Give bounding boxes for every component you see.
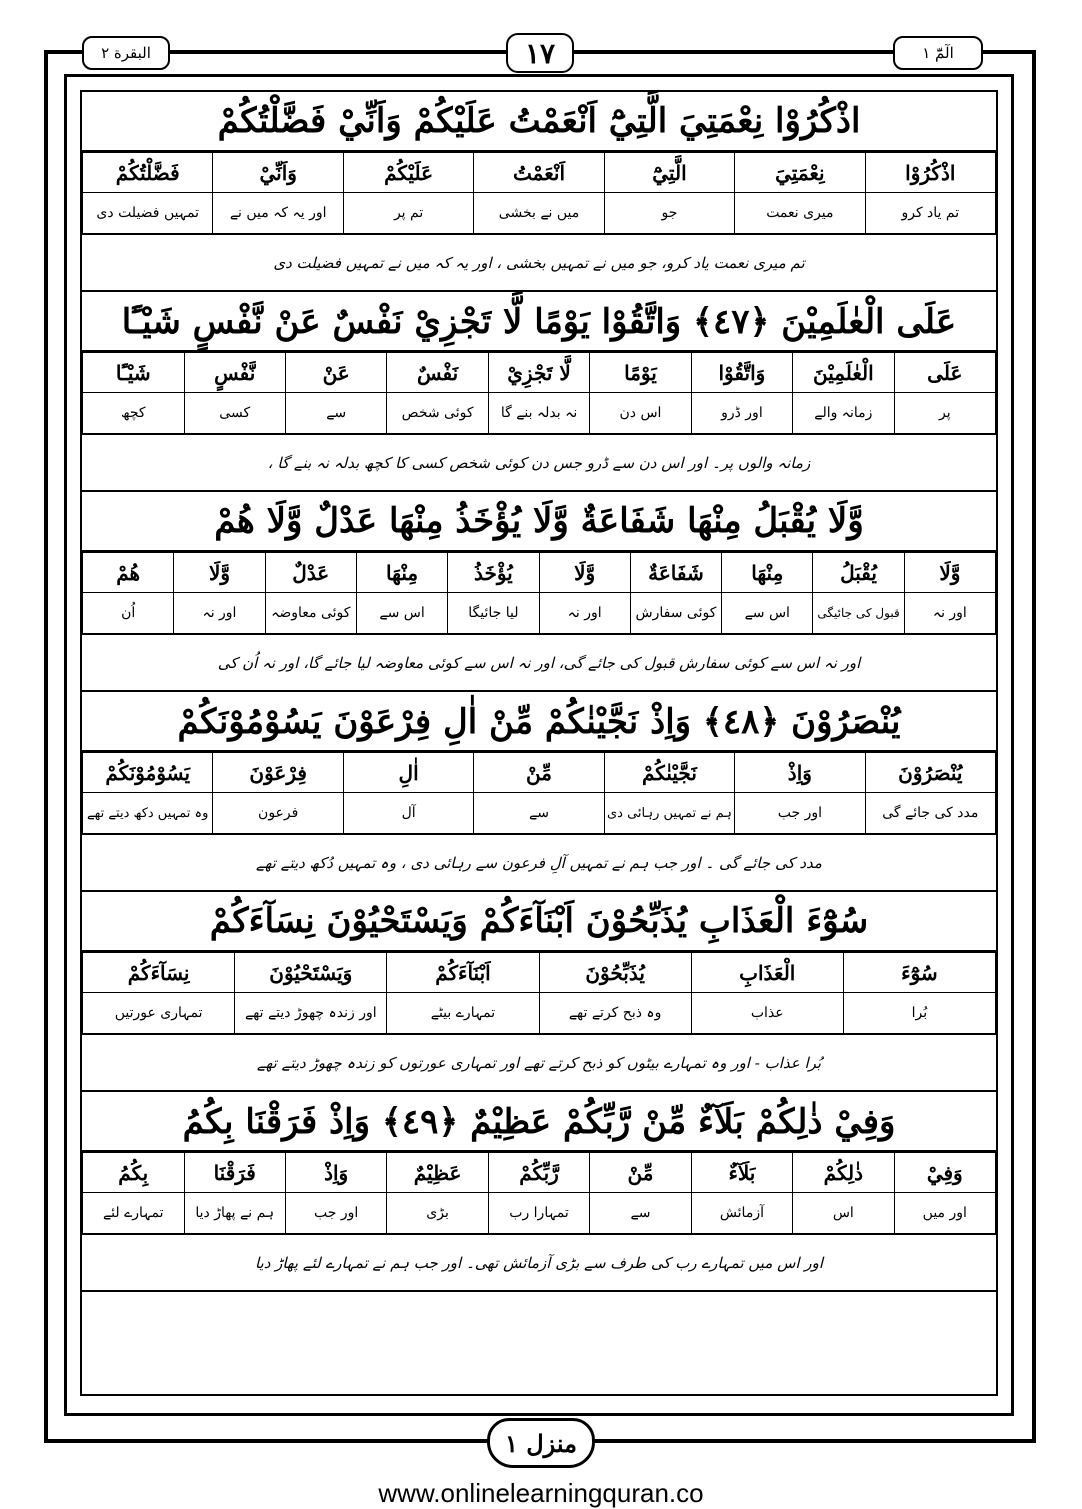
- word-by-word-table: [82, 152, 996, 234]
- para-name-label: الٓمّٓ ١: [893, 36, 983, 70]
- urdu-meaning-cell: اور نہ: [539, 593, 630, 634]
- arabic-word-cell: فَضَّلْتُكُمْ: [83, 153, 213, 193]
- manzil-label: منزل ١: [487, 1418, 595, 1468]
- urdu-meaning-cell: کوئی سفارش: [630, 593, 721, 634]
- urdu-meaning-cell: کوئی معاوضہ: [265, 593, 356, 634]
- website-url[interactable]: www.onlinelearningquran.co: [378, 1478, 704, 1508]
- arabic-word-cell: سُوْٓءَ: [843, 953, 995, 993]
- arabic-word-cell: اٰلِ: [343, 753, 473, 793]
- urdu-meaning-cell: تمہارے لئے: [83, 1193, 185, 1234]
- arabic-word-cell: شَفَاعَةٌ: [630, 553, 721, 593]
- arabic-verse-line: اذْكُرُوْا نِعْمَتِيَ الَّتِيْٓ اَنْعَمْتُ عَلَيْكُمْ وَاَنِّيْ فَضَّلْتُكُمْ: [82, 92, 996, 152]
- urdu-meaning-cell: تمہارے بیٹے: [387, 993, 539, 1034]
- urdu-meaning-cell: سے: [474, 793, 604, 834]
- arabic-word-cell: نَّفْسٍ: [184, 353, 285, 393]
- urdu-meaning-cell: وہ ذبح کرتے تھے: [539, 993, 691, 1034]
- arabic-word-cell: يَسُوْمُوْنَكُمْ: [83, 753, 213, 793]
- arabic-word-cell: وَاتَّقُوْا: [691, 353, 792, 393]
- urdu-meaning-cell: اس: [793, 1193, 894, 1234]
- urdu-meaning-cell: اور نہ: [174, 593, 265, 634]
- arabic-word-cell: هُمْ: [83, 553, 174, 593]
- page-content: [82, 92, 996, 1394]
- arabic-word-cell: وَّلَا: [539, 553, 630, 593]
- arabic-word-cell: وَّلَا: [174, 553, 265, 593]
- urdu-meaning-cell: پر: [894, 393, 995, 434]
- word-by-word-table: [82, 752, 996, 834]
- arabic-word-cell: مِّنْ: [474, 753, 604, 793]
- urdu-meaning-cell: تمہیں فضیلت دی: [83, 193, 213, 234]
- urdu-meaning-cell: ہم نے تمہیں رہائی دی: [604, 793, 734, 834]
- verse-block: [82, 692, 996, 892]
- arabic-word-cell: رَّبِّكُمْ: [488, 1153, 589, 1193]
- arabic-verse-line: وَّلَا يُقْبَلُ مِنْهَا شَفَاعَةٌ وَّلَا يُؤْخَذُ مِنْهَا عَدْلٌ وَّلَا هُمْ: [82, 492, 996, 552]
- arabic-word-cell: بَلَآءٌ: [691, 1153, 792, 1193]
- urdu-meaning-cell: تم یاد کرو: [865, 193, 995, 234]
- arabic-word-cell: مِنْهَا: [356, 553, 447, 593]
- arabic-word-cell: يُذَبِّحُوْنَ: [539, 953, 691, 993]
- urdu-meaning-cell: کسی: [184, 393, 285, 434]
- urdu-meaning-cell: تمہارا رب: [488, 1193, 589, 1234]
- word-by-word-table: [82, 952, 996, 1034]
- arabic-word-cell: عَلَى: [894, 353, 995, 393]
- page-number: ١٧: [506, 33, 574, 73]
- urdu-meaning-cell: ہم نے پھاڑ دیا: [184, 1193, 285, 1234]
- urdu-meaning-cell: اور ڈرو: [691, 393, 792, 434]
- arabic-word-cell: الْعٰلَمِيْنَ: [793, 353, 894, 393]
- verse-block: [82, 292, 996, 492]
- word-by-word-table: [82, 352, 996, 434]
- arabic-word-cell: نِسَآءَكُمْ: [83, 953, 235, 993]
- arabic-word-cell: فِرْعَوْنَ: [213, 753, 343, 793]
- urdu-meaning-cell: لیا جائیگا: [448, 593, 539, 634]
- arabic-word-cell: وَاِذْ: [735, 753, 865, 793]
- urdu-meaning-cell: وہ تمہیں دکھ دیتے تھے: [83, 793, 213, 834]
- arabic-word-cell: نَجَّيْنٰكُمْ: [604, 753, 734, 793]
- arabic-word-cell: وَّلَا: [904, 553, 995, 593]
- arabic-verse-line: وَفِيْ ذٰلِكُمْ بَلَآءٌ مِّنْ رَّبِّكُمْ عَظِيْمٌ ﴿٤٩﴾ وَاِذْ فَرَقْنَا بِكُمُ: [82, 1092, 996, 1152]
- arabic-word-cell: فَرَقْنَا: [184, 1153, 285, 1193]
- urdu-translation-line: تم میری نعمت یاد کرو، جو میں نے تمہیں بخشی ، اور یہ کہ میں نے تمہیں فضیلت دی: [82, 234, 996, 292]
- urdu-meaning-cell: عذاب: [691, 993, 843, 1034]
- arabic-word-cell: مِنْهَا: [722, 553, 813, 593]
- arabic-word-cell: عَدْلٌ: [265, 553, 356, 593]
- urdu-meaning-cell: تم پر: [343, 193, 473, 234]
- arabic-word-cell: نِعْمَتِيَ: [735, 153, 865, 193]
- urdu-meaning-cell: اور میں: [894, 1193, 995, 1234]
- urdu-meaning-cell: مدد کی جائے گی: [865, 793, 995, 834]
- arabic-verse-line: عَلَى الْعٰلَمِيْنَ ﴿٤٧﴾ وَاتَّقُوْا يَوْمًا لَّا تَجْزِيْ نَفْسٌ عَنْ نَّفْسٍ شَيْـًٔا: [82, 292, 996, 352]
- arabic-word-cell: نَفْسٌ: [387, 353, 488, 393]
- arabic-verse-line: سُوْٓءَ الْعَذَابِ يُذَبِّحُوْنَ اَبْنَآءَكُمْ وَيَسْتَحْيُوْنَ نِسَآءَكُمْ: [82, 892, 996, 952]
- surah-name-label: البقرة ٢: [82, 36, 170, 70]
- verse-block: [82, 92, 996, 292]
- urdu-translation-line: مدد کی جائے گی ۔ اور جب ہم نے تمہیں آلِ فرعون سے رہائی دی ، وہ تمہیں دُکھ دیتے تھے: [82, 834, 996, 892]
- urdu-meaning-cell: اور جب: [735, 793, 865, 834]
- arabic-word-cell: يُنْصَرُوْنَ: [865, 753, 995, 793]
- word-by-word-table: [82, 552, 996, 634]
- urdu-translation-line: زمانہ والوں پر۔ اور اس دن سے ڈرو جس دن کوئی شخص کسی کا کچھ بدلہ نہ بنے گا ،: [82, 434, 996, 492]
- verse-block: [82, 1092, 996, 1292]
- verse-block: [82, 492, 996, 692]
- urdu-meaning-cell: میں نے بخشی: [474, 193, 604, 234]
- urdu-meaning-cell: اور جب: [285, 1193, 386, 1234]
- urdu-meaning-cell: اس سے: [356, 593, 447, 634]
- urdu-meaning-cell: سے: [590, 1193, 691, 1234]
- arabic-word-cell: يُقْبَلُ: [813, 553, 904, 593]
- arabic-verse-line: يُنْصَرُوْنَ ﴿٤٨﴾ وَاِذْ نَجَّيْنٰكُمْ مِّنْ اٰلِ فِرْعَوْنَ يَسُوْمُوْنَكُمْ: [82, 692, 996, 752]
- urdu-meaning-cell: اس دن: [590, 393, 691, 434]
- arabic-word-cell: الْعَذَابِ: [691, 953, 843, 993]
- arabic-word-cell: اذْكُرُوْا: [865, 153, 995, 193]
- arabic-word-cell: وَفِيْ: [894, 1153, 995, 1193]
- arabic-word-cell: بِكُمُ: [83, 1153, 185, 1193]
- arabic-word-cell: عَنْ: [285, 353, 386, 393]
- urdu-meaning-cell: اور زندہ چھوڑ دیتے تھے: [235, 993, 387, 1034]
- arabic-word-cell: مِّنْ: [590, 1153, 691, 1193]
- verse-block: [82, 892, 996, 1092]
- urdu-meaning-cell: قبول کی جائیگی: [813, 593, 904, 634]
- arabic-word-cell: الَّتِيْٓ: [604, 153, 734, 193]
- urdu-meaning-cell: کچھ: [83, 393, 185, 434]
- urdu-translation-line: اور نہ اس سے کوئی سفارش قبول کی جائے گی، اور نہ اس سے کوئی معاوضہ لیا جائے گا، اور نہ اُن کی: [82, 634, 996, 692]
- urdu-meaning-cell: کوئی شخص: [387, 393, 488, 434]
- urdu-translation-line: بُرا عذاب - اور وہ تمہارے بیٹوں کو ذبح کرتے تھے اور تمہاری عورتوں کو زندہ چھوڑ دیتے تھے: [82, 1034, 996, 1092]
- word-by-word-table: [82, 1152, 996, 1234]
- urdu-meaning-cell: سے: [285, 393, 386, 434]
- arabic-word-cell: وَيَسْتَحْيُوْنَ: [235, 953, 387, 993]
- urdu-meaning-cell: بڑی: [387, 1193, 488, 1234]
- arabic-word-cell: وَاِذْ: [285, 1153, 386, 1193]
- arabic-word-cell: اَنْعَمْتُ: [474, 153, 604, 193]
- arabic-word-cell: اَبْنَآءَكُمْ: [387, 953, 539, 993]
- urdu-meaning-cell: اور یہ کہ میں نے: [213, 193, 343, 234]
- arabic-word-cell: شَيْـًٔا: [83, 353, 185, 393]
- urdu-meaning-cell: نہ بدلہ بنے گا: [488, 393, 589, 434]
- arabic-word-cell: عَظِيْمٌ: [387, 1153, 488, 1193]
- urdu-meaning-cell: آل: [343, 793, 473, 834]
- arabic-word-cell: يَوْمًا: [590, 353, 691, 393]
- urdu-meaning-cell: زمانہ والے: [793, 393, 894, 434]
- urdu-meaning-cell: فرعون: [213, 793, 343, 834]
- urdu-meaning-cell: آزمائش: [691, 1193, 792, 1234]
- urdu-meaning-cell: تمہاری عورتیں: [83, 993, 235, 1034]
- urdu-meaning-cell: میری نعمت: [735, 193, 865, 234]
- urdu-translation-line: اور اس میں تمہارے رب کی طرف سے بڑی آزمائش تھی۔ اور جب ہم نے تمہارے لئے پھاڑ دیا: [82, 1234, 996, 1292]
- urdu-meaning-cell: اس سے: [722, 593, 813, 634]
- urdu-meaning-cell: جو: [604, 193, 734, 234]
- arabic-word-cell: لَّا تَجْزِيْ: [488, 353, 589, 393]
- arabic-word-cell: يُؤْخَذُ: [448, 553, 539, 593]
- arabic-word-cell: وَاَنِّيْ: [213, 153, 343, 193]
- arabic-word-cell: عَلَيْكُمْ: [343, 153, 473, 193]
- urdu-meaning-cell: اور نہ: [904, 593, 995, 634]
- urdu-meaning-cell: بُرا: [843, 993, 995, 1034]
- arabic-word-cell: ذٰلِكُمْ: [793, 1153, 894, 1193]
- urdu-meaning-cell: اُن: [83, 593, 174, 634]
